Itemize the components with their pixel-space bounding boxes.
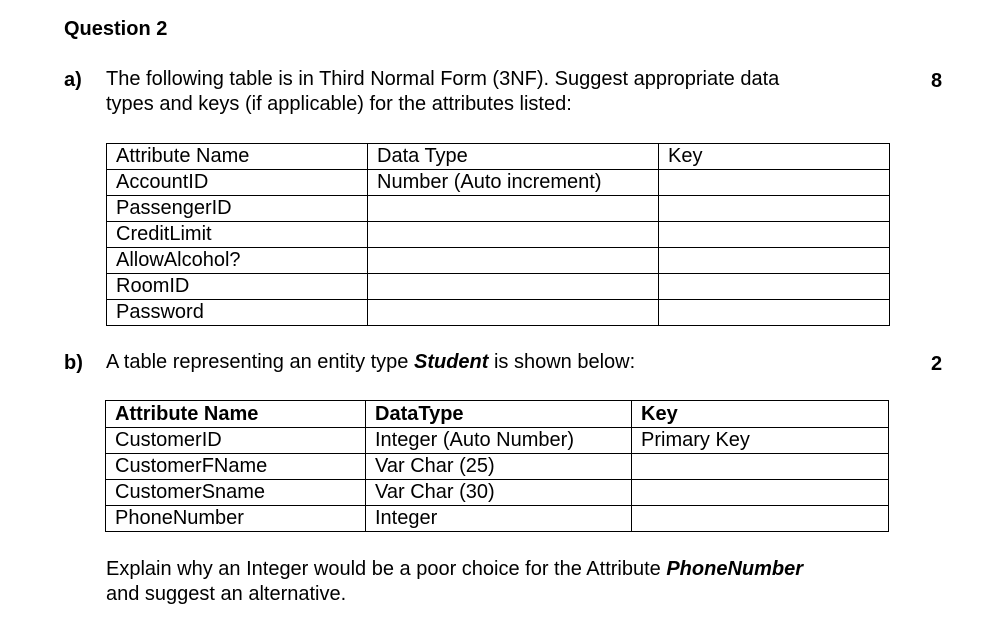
key-cell — [659, 300, 890, 326]
part-b-question-line2: and suggest an alternative. — [106, 583, 347, 605]
data-type-cell — [368, 300, 659, 326]
data-type-cell: Var Char (25) — [366, 454, 632, 480]
data-type-cell: Var Char (30) — [366, 480, 632, 506]
key-cell — [632, 480, 889, 506]
part-a-text-line1: The following table is in Third Normal Form (3NF). Suggest appropriate data — [106, 68, 780, 90]
attribute-name-cell: AccountID — [107, 170, 368, 196]
column-header: Key — [659, 144, 890, 170]
key-cell: Primary Key — [632, 428, 889, 454]
part-b-marks: 2 — [931, 353, 943, 375]
attribute-name-cell: CustomerID — [106, 428, 366, 454]
table-row — [106, 454, 889, 480]
key-cell — [659, 170, 890, 196]
part-a-instructions — [106, 67, 866, 117]
key-cell — [659, 274, 890, 300]
part-b-student-table — [105, 400, 889, 532]
table-row — [106, 428, 889, 454]
part-a-marks: 8 — [931, 70, 943, 92]
attribute-name-cell: CreditLimit — [107, 222, 368, 248]
table-header-row — [106, 401, 889, 428]
data-type-cell: Integer (Auto Number) — [366, 428, 632, 454]
attribute-name-cell: PassengerID — [107, 196, 368, 222]
question-title: Question 2 — [64, 18, 168, 40]
table-row — [107, 274, 890, 300]
part-a-text-line2: types and keys (if applicable) for the attributes listed: — [106, 93, 572, 115]
key-cell — [659, 222, 890, 248]
attribute-name-cell: Password — [107, 300, 368, 326]
part-b-label: b) — [64, 352, 83, 374]
data-type-cell — [368, 248, 659, 274]
part-a-label: a) — [64, 69, 82, 91]
key-cell — [659, 196, 890, 222]
column-header: Attribute Name — [106, 401, 366, 428]
table-row — [107, 196, 890, 222]
part-b-intro-after: is shown below: — [488, 351, 636, 373]
data-type-cell — [368, 196, 659, 222]
table-row — [107, 222, 890, 248]
part-b-intro-before: A table representing an entity type — [106, 351, 414, 373]
attribute-name-cell: PhoneNumber — [106, 506, 366, 532]
attribute-emphasis: PhoneNumber — [666, 558, 804, 580]
attribute-name-cell: RoomID — [107, 274, 368, 300]
table-row — [106, 480, 889, 506]
data-type-cell: Integer — [366, 506, 632, 532]
entity-name: Student — [413, 351, 489, 373]
data-type-cell: Number (Auto increment) — [368, 170, 659, 196]
column-header: Key — [632, 401, 889, 428]
table-header-row — [107, 144, 890, 170]
table-row — [106, 506, 889, 532]
data-type-cell — [368, 222, 659, 248]
part-b-intro — [106, 350, 866, 375]
part-a-attribute-table — [106, 143, 890, 326]
table-row — [107, 170, 890, 196]
table-row — [107, 248, 890, 274]
key-cell — [632, 506, 889, 532]
key-cell — [632, 454, 889, 480]
attribute-name-cell: CustomerFName — [106, 454, 366, 480]
column-header: Attribute Name — [107, 144, 368, 170]
part-b-question-line1 — [106, 557, 926, 582]
table-row — [107, 300, 890, 326]
part-b-question-before: Explain why an Integer would be a poor choice for the Attribute — [106, 558, 667, 580]
part-b-question — [106, 557, 926, 607]
data-type-cell — [368, 274, 659, 300]
column-header: DataType — [366, 401, 632, 428]
attribute-name-cell: AllowAlcohol? — [107, 248, 368, 274]
attribute-name-cell: CustomerSname — [106, 480, 366, 506]
column-header: Data Type — [368, 144, 659, 170]
key-cell — [659, 248, 890, 274]
